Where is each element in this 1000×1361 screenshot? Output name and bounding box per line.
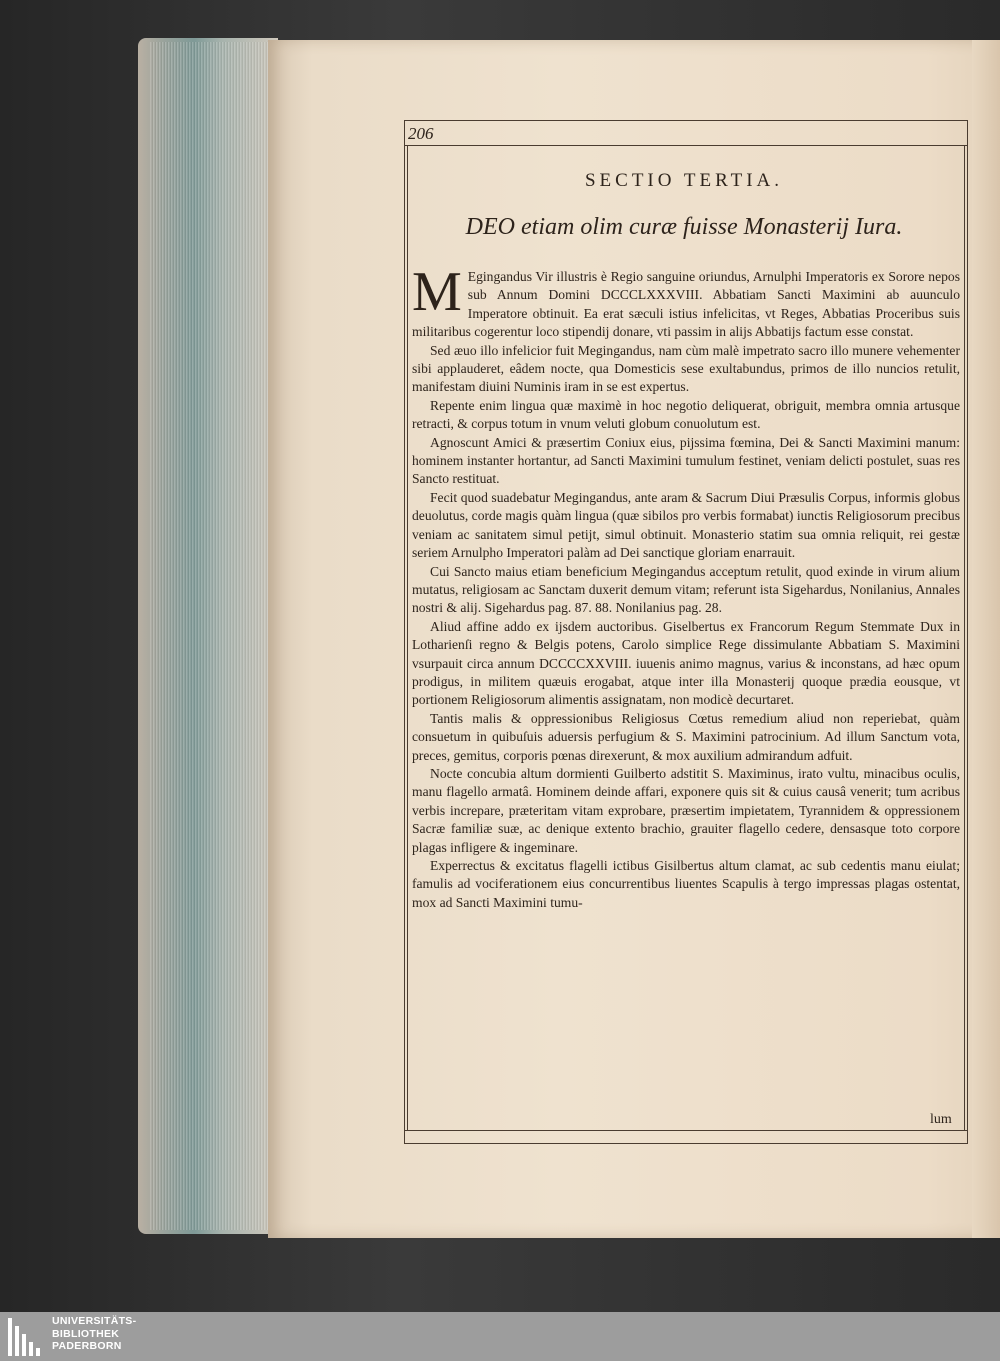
paragraph: Tantis malis & oppressionibus Religiosus Cœtus remedium aliud non reperiebat, quàm consuetum in quibuſuis aduersis perfugium & S. Maximini patrocinium. Ad illum Sanctum vota, preces, gemitus, corporis pœnas direxerunt, & mox auxilium admirandum adfuit. <box>412 710 960 763</box>
footer-bar <box>0 1312 1000 1361</box>
drop-cap: M <box>412 261 462 323</box>
paragraph: Fecit quod suadebatur Megingandus, ante aram & Sacrum Diui Præsulis Corpus, informis globus deuolutus, corde magis quàm lingua (quæ sibilos pro verbis formabat) iunctis Religiosorum precibus veniam ac sanitatem simul petijt, simul obtinuit. Monasterio statim sua omnia reliquit, rei gestæ seriem Arnulpho Imperatori palàm ad Dei sanctique gloriam enarrauit. <box>412 489 960 561</box>
library-name-line: BIBLIOTHEK <box>52 1327 120 1340</box>
library-name-line: UNIVERSITÄTS- <box>52 1315 137 1327</box>
paragraph: Repente enim lingua quæ maximè in hoc negotio deliquerat, obriguit, membra omnia artusque retracti, & corpus totum in vnum veluti globum conuolutum est. <box>412 397 960 432</box>
paragraph: Nocte concubia altum dormienti Guilberto adstitit S. Maximinus, irato vultu, minacibus oculis, manu flagello armatâ. Hominem deinde affari, exponere quis sit & cuius causâ venerit; tum acribus verbis increpare, præteritam vitam exprobare, præsertim impietatem, Tyrannidem & oppressionem Sacræ familiæ suæ, ac denique extento brachio, grauiter flagello cedere, densasque toto corpore plagas infligere & ingeminare. <box>412 765 960 855</box>
paragraph: M Egingandus Vir illustris è Regio sanguine oriundus, Arnulphi Imperatoris ex Sorore nepos sub Annum Domini DCCCLXXXVIII. Abbatiam Sancti Maximini ab auunculo Imperatore obtinuit. Ea erat sæculi istius infelicitas, vt Reges, Abbatias Proceribus suis militaribus cogerentur loco stipendij donare, vti passim in alijs Abbatijs factum esse constat. <box>412 261 960 340</box>
page-stack <box>150 42 275 1230</box>
library-name <box>52 1315 136 1353</box>
library-name-line: PADERBORN <box>52 1340 122 1353</box>
paragraph: Experrectus & excitatus flagelli ictibus Gisilbertus altum clamat, ac sub cedentis manu eiulat; famulis ad vociferationem eius concurrentibus liuentes Scapulis à tergo impressas plagas ostentat, mox ad Sancti Maximini tumu- <box>412 858 960 910</box>
catchword: lum <box>930 1112 952 1127</box>
page-curl <box>972 40 1000 1238</box>
paragraph: Aliud affine addo ex ijsdem auctoribus. Giselbertus ex Francorum Regum Stemmate Dux in Lotharienſi regno & Belgis potens, Carolo simplice Rege dissimulante Abbatiam S. Maximini vsurpauit circa annum DCCCCXXVIII. iuuenis animo magnus, varius & inconstans, ad hæc opum prodigus, in militem quæuis erogabat, atque inter illa Monasterij quoque prædia eousque, vt portionem Religiosorum alimentis assignatam, non modicè decurtaret. <box>412 618 960 708</box>
section-title: SECTIO TERTIA. <box>584 170 784 191</box>
section-subtitle: DEO etiam olim curæ fuisse Monasterij Iura. <box>465 214 903 240</box>
library-logo-icon <box>8 1318 48 1356</box>
paragraph: Cui Sancto maius etiam beneficium Megingandus acceptum retulit, quod exinde in virum alium mutatus, religiosam ac Sanctam duxerit demum vitam; referunt ista Sigehardus, Nonilanius, Annales nostri & alij. Sigehardus pag. 87. 88. Nonilanius pag. 28. <box>412 563 960 616</box>
body-text <box>412 261 960 912</box>
header-rule <box>404 145 968 146</box>
page-number: 206 <box>408 124 434 143</box>
footer-rule <box>404 1130 968 1131</box>
paragraph: Agnoscunt Amici & præsertim Coniux eius, pijssima fœmina, Dei & Sancti Maximini manum: hominem instanter hortantur, ad Sancti Maximini tumulum festinet, veniam delicti postulet, suas res Sancto restituat. <box>412 434 960 487</box>
paragraph: Sed æuo illo infelicior fuit Megingandus, nam cùm malè impetrato sacro illo munere vehementer sibi applauderet, eâdem nocte, qua Domesticis sese exultabundus, primos de illo nuncios retulit, manifestam diuini Numinis iram in se est expertus. <box>412 342 960 395</box>
